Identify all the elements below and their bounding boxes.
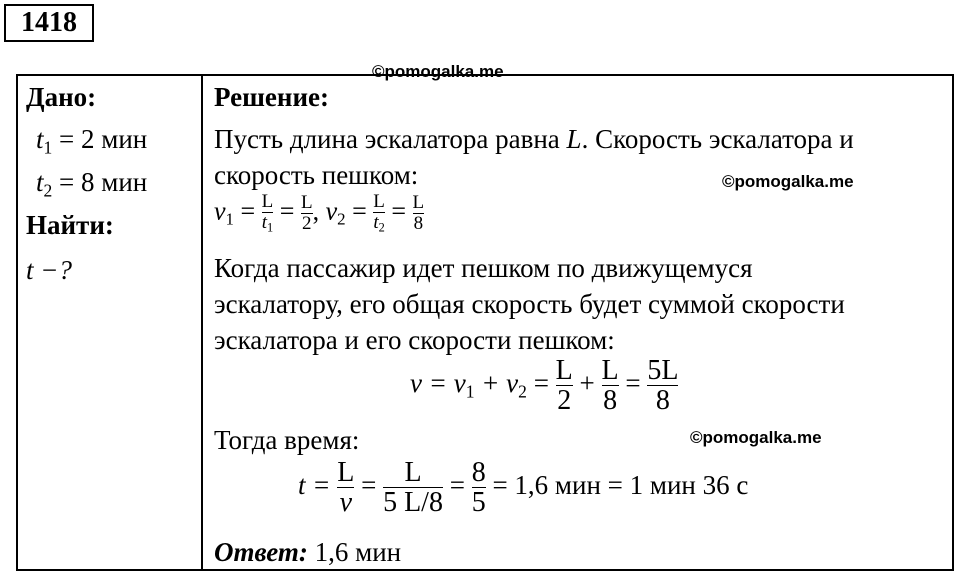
given-t2: $t_2 = 8$ мин	[36, 167, 148, 201]
problem-number: 1418	[4, 4, 94, 42]
solution-line-8: Тогда время:	[214, 425, 360, 455]
watermark: ©pomogalka.me	[690, 428, 822, 447]
answer-label: Ответ:	[214, 537, 308, 567]
answer-line	[214, 537, 401, 568]
solution-line-2: скорость пешком:	[214, 160, 419, 190]
given-t1: $t_1 = 2$ мин	[36, 124, 148, 158]
solution-line-1: Пусть длина эскалатора равна L. Скорость эскалатора и	[214, 124, 854, 154]
time-equation: t = $\frac{L}{v}$ = $\frac{L}{5 L/8}$ = $\frac{8}{5}$ = 1,6 мин = 1 мин 36 с	[298, 457, 749, 519]
velocity-equation: $v_1$ = $\frac{L}{t_1}$ = $\frac{L}{2}$ , $v_2$ = $\frac{L}{t_2}$ = $\frac{L}{8}$	[214, 191, 425, 235]
answer-value: 1,6 мин	[314, 537, 402, 567]
find-expression: t −?	[26, 255, 72, 285]
watermark: ©pomogalka.me	[372, 62, 504, 81]
solution-heading: Решение:	[214, 82, 329, 112]
solution-line-4: Когда пассажир идет пешком по движущемуся	[214, 253, 753, 283]
given-heading: Дано:	[26, 82, 97, 112]
solution-line-5: эскалатору, его общая скорость будет суммой скорости	[214, 289, 845, 319]
solution-line-6: эскалатора и его скорости пешком:	[214, 325, 615, 355]
column-divider	[201, 74, 203, 571]
watermark: ©pomogalka.me	[722, 172, 854, 191]
total-velocity-equation: $v = v_1 + v_2$ = $\frac{L}{2}$ + $\frac{L}{8}$ = $\frac{5L}{8}$	[410, 355, 679, 417]
find-heading: Найти:	[26, 210, 114, 240]
